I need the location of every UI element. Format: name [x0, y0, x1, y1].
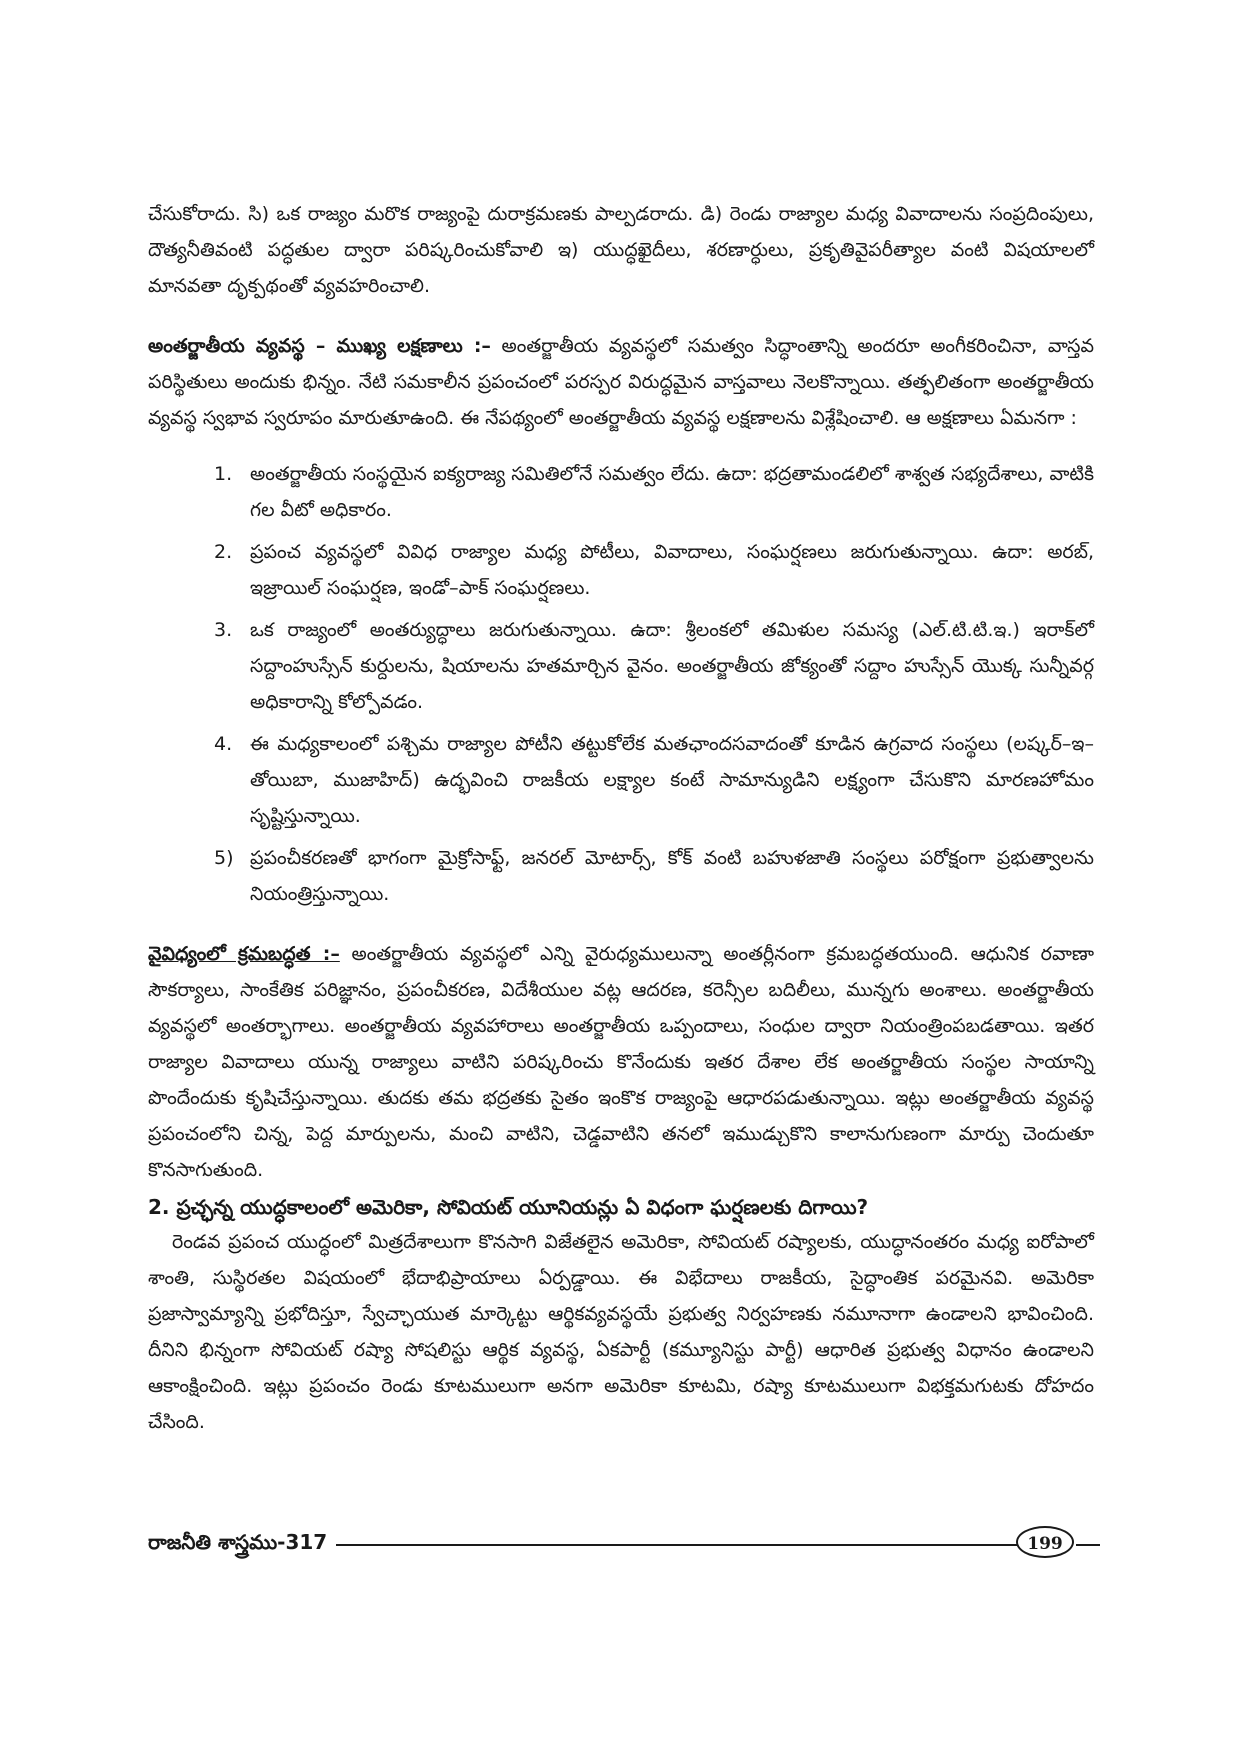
list-item-number: 5) [214, 847, 234, 869]
list-item [148, 726, 1094, 834]
section-heading: వైవిధ్యంలో క్రమబద్ధత :– [148, 943, 340, 965]
section-body: అంతర్జాతీయ వ్యవస్థలో ఎన్ని వైరుధ్యములున్నా అంతర్లీనంగా క్రమబద్ధతయుంది. ఆధునిక రవాణా సౌకర్యాలు, సాంకేతిక పరిజ్ఞానం, ప్రపంచీకరణ, విదేశీయుల వట్ల ఆదరణ, కరెన్సీల బదిలీలు, మున్నగు అంశాలు. అంతర్జాతీయ వ్యవస్థలో అంతర్భాగాలు. అంతర్జాతీయ వ్యవహారాలు అంతర్జాతీయ ఒప్పందాలు, సంధుల ద్వారా నియంత్రింపబడతాయి. ఇతర రాజ్యాల వివాదాలు యున్న రాజ్యాలు వాటిని పరిష్కరించు కొనేందుకు ఇతర దేశాల లేక అంతర్జాతీయ సంస్థల సాయాన్ని పొందేందుకు కృషిచేస్తున్నాయి. తుదకు తమ భద్రతకు సైతం ఇంకొక రాజ్యంపై ఆధారపడుతున్నాయి. ఇట్లు అంతర్జాతీయ వ్యవస్థ ప్రపంచంలోని చిన్న, పెద్ద మార్పులను, మంచి వాటిని, చెడ్డవాటిని తనలో ఇముడ్చుకొని కాలానుగుణంగా మార్పు చెందుతూ కొనసాగుతుంది. [148, 943, 1095, 1181]
section-international-system [148, 328, 1094, 436]
list-item-number: 4. [214, 733, 233, 755]
section-order-in-diversity [148, 936, 1094, 1188]
features-list [148, 456, 1094, 912]
page-body [148, 196, 1094, 1440]
list-item [148, 612, 1094, 720]
question-heading: 2. ప్రచ్ఛన్న యుద్ధకాలంలో అమెరికా, సోవియట్ యూనియన్లు ఏ విధంగా ఘర్షణలకు దిగాయి? [148, 1195, 869, 1219]
section-body: అంతర్జాతీయ వ్యవస్థలో సమత్వం సిద్ధాంతాన్ని అందరూ అంగీకరించినా, వాస్తవ పరిస్థితులు అందుకు భిన్నం. నేటి సమకాలీన ప్రపంచంలో పరస్పర విరుద్ధమైన వాస్తవాలు నెలకొన్నాయి. తత్ఫలితంగా అంతర్జాతీయ వ్యవస్థ స్వభావ స్వరూపం మారుతూఉంది. ఈ నేపథ్యంలో అంతర్జాతీయ వ్యవస్థ లక్షణాలను విశ్లేషించాలి. ఆ అక్షణాలు ఏమనగా : [148, 335, 1094, 429]
list-item-number: 2. [214, 541, 233, 563]
footer-title: రాజనీతి శాస్త్రము-317 [148, 1530, 328, 1554]
page-number: 199 [1016, 1526, 1074, 1558]
section-heading: అంతర్జాతీయ వ్యవస్థ – ముఖ్య లక్షణాలు :– [148, 335, 491, 357]
list-item-text: ప్రపంచీకరణతో భాగంగా మైక్రోసాఫ్ట్, జనరల్ మోటార్స్, కోక్ వంటి బహుళజాతి సంస్థలు పరోక్షంగా ప్రభుత్వాలను నియంత్రిస్తున్నాయి. [250, 847, 1094, 905]
list-item [148, 456, 1094, 528]
list-item [148, 534, 1094, 606]
answer-paragraph: రెండవ ప్రపంచ యుద్ధంలో మిత్రదేశాలుగా కొనసాగి విజేతలైన అమెరికా, సోవియట్ రష్యాలకు, యుద్ధానంతరం మధ్య ఐరోపాలో శాంతి, సుస్థిరతల విషయంలో భేదాభిప్రాయాలు ఏర్పడ్డాయి. ఈ విభేదాలు రాజకీయ, సైద్ధాంతిక పరమైనవి. అమెరికా ప్రజాస్వామ్యాన్ని ప్రభోదిస్తూ, స్వేచ్ఛాయుత మార్కెట్టు ఆర్థికవ్యవస్థయే ప్రభుత్వ నిర్వహణకు నమూనాగా ఉండాలని భావించింది. దీనిని భిన్నంగా సోవియట్ రష్యా సోషలిస్టు ఆర్థిక వ్యవస్థ, ఏకపార్టీ (కమ్యూనిస్టు పార్టీ) ఆధారిత ప్రభుత్వ విధానం ఉండాలని ఆకాంక్షించింది. ఇట్లు ప్రపంచం రెండు కూటములుగా అనగా అమెరికా కూటమి, రష్యా కూటములుగా విభక్తమగుటకు దోహదం చేసింది. [148, 1231, 1094, 1433]
list-item-text: అంతర్జాతీయ సంస్థయైన ఐక్యరాజ్య సమితిలోనే సమత్వం లేదు. ఉదా: భద్రతామండలిలో శాశ్వత సభ్యదేశాలు, వాటికి గల వీటో అధికారం. [250, 463, 1094, 521]
list-item-text: ఒక రాజ్యంలో అంతర్యుద్ధాలు జరుగుతున్నాయి. ఉదా: శ్రీలంకలో తమిళుల సమస్య (ఎల్.టి.టి.ఇ.) ఇరాక్‌లో సద్దాంహుస్సేన్ కుర్దులను, షియాలను హతమార్చిన వైనం. అంతర్జాతీయ జోక్యంతో సద్దాం హుస్సేన్ యొక్క సున్నీవర్గ అధికారాన్ని కోల్పోవడం. [250, 619, 1094, 713]
page-footer [148, 1524, 1094, 1564]
list-item [148, 840, 1094, 912]
intro-paragraph: చేసుకోరాదు. సి) ఒక రాజ్యం మరొక రాజ్యంపై దురాక్రమణకు పాల్పడరాదు. డి) రెండు రాజ్యాల మధ్య వివాదాలను సంప్రదింపులు, దౌత్యనీతివంటి పద్ధతుల ద్వారా పరిష్కరించుకోవాలి ఇ) యుద్ధఖైదీలు, శరణార్ధులు, ప్రకృతివైపరీత్యాల వంటి విషయాలలో మానవతా దృక్పథంతో వ్యవహరించాలి. [148, 203, 1094, 297]
footer-rule [336, 1544, 1018, 1546]
list-item-number: 1. [214, 463, 233, 485]
footer-rule [1076, 1544, 1100, 1546]
list-item-text: ఈ మధ్యకాలంలో పశ్చిమ రాజ్యాల పోటీని తట్టుకోలేక మతఛాందసవాదంతో కూడిన ఉగ్రవాద సంస్థలు (లష్కర్–ఇ–తోయిబా, ముజాహిద్) ఉద్భవించి రాజకీయ లక్ష్యాల కంటే సామాన్యుడిని లక్ష్యంగా చేసుకొని మారణహోమం సృష్టిస్తున్నాయి. [250, 733, 1094, 827]
list-item-number: 3. [214, 619, 233, 641]
list-item-text: ప్రపంచ వ్యవస్థలో వివిధ రాజ్యాల మధ్య పోటీలు, వివాదాలు, సంఘర్షణలు జరుగుతున్నాయి. ఉదా: అరబ్, ఇజ్రాయిల్ సంఘర్షణ, ఇండో–పాక్ సంఘర్షణలు. [250, 541, 1094, 599]
